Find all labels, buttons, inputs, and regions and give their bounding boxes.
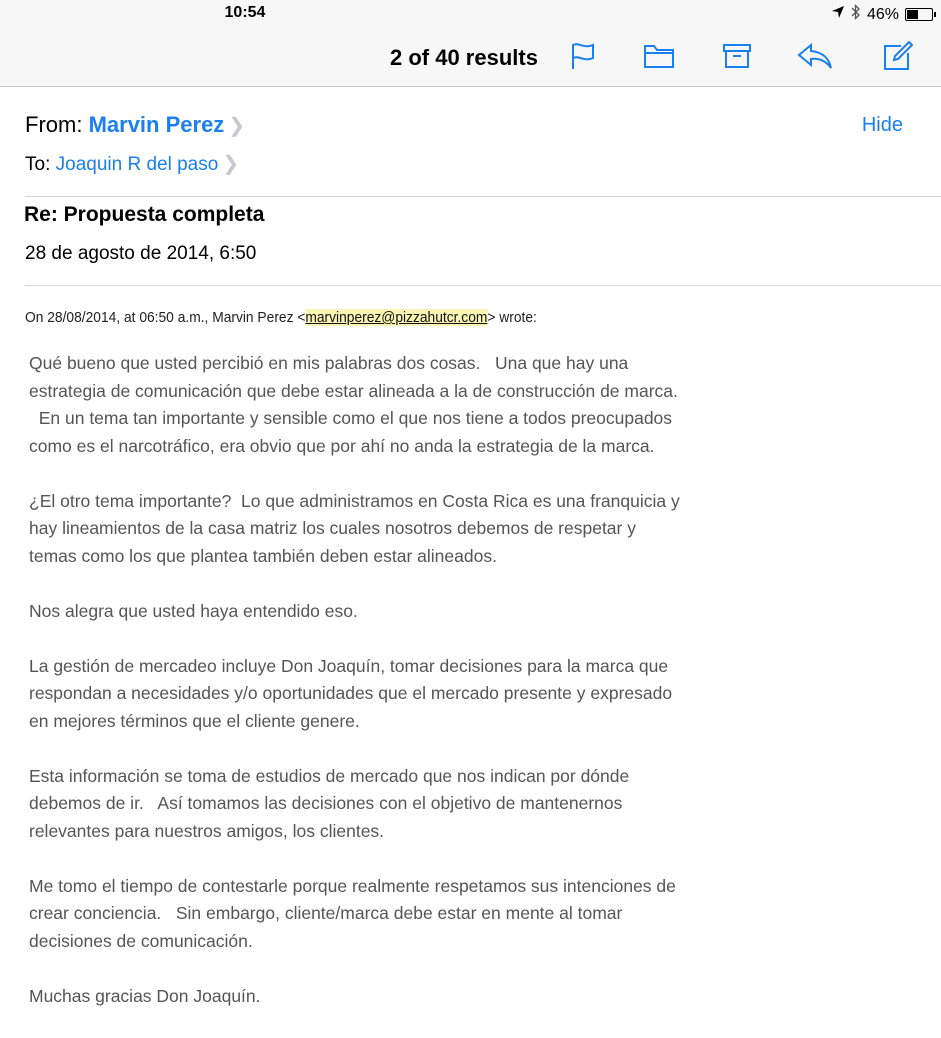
top-bar [0,0,941,87]
status-indicators [831,4,933,25]
message-body [29,350,689,1038]
move-to-folder-button[interactable] [639,36,679,76]
message-paragraph [29,488,689,571]
message-paragraph [29,350,689,460]
message-line: en mejores términos que el cliente genere. [29,710,360,731]
bluetooth-icon [851,4,861,25]
message-line: decisiones de comunicación. [29,930,253,951]
message-line: temas como los que plantea también deben estar alineados. [29,545,497,566]
message-paragraph [29,598,689,626]
to-label: To: [25,154,51,175]
compose-button[interactable] [877,36,917,76]
hide-button[interactable]: Hide [861,114,903,136]
quote-prefix: On 28/08/2014, at 06:50 a.m., Marvin Perez < [25,309,306,326]
flag-icon [570,42,596,70]
message-paragraph [29,983,689,1011]
message-line: En un tema tan importante y sensible como el que nos tiene a todos preocupados [29,408,673,428]
archive-icon [722,42,752,70]
message-line: La gestión de mercadeo incluye Don Joaquín, tomar decisiones para la marca que [29,655,669,676]
compose-icon [881,40,913,72]
sender-email-link[interactable]: marvinperez@pizzahutcr.com [305,309,488,326]
email-subject: Re: Propuesta completa [24,203,265,226]
message-paragraph [29,653,689,736]
message-paragraph [29,873,689,956]
archive-button[interactable] [717,36,757,76]
quote-attribution [25,309,537,326]
folder-icon [643,43,675,69]
location-arrow-icon [831,5,845,24]
from-label: From: [25,112,83,137]
flag-button[interactable] [563,36,603,76]
message-line: respondan a necesidades y/o oportunidades que el mercado presente y expresado [29,683,673,703]
chevron-right-icon[interactable]: ❯ [228,115,246,137]
reply-button[interactable] [795,36,835,76]
battery-icon [905,8,933,21]
results-count: 2 of 40 results [390,45,538,70]
message-line: hay lineamientos de la casa matriz los cuales nosotros debemos de respetar y [29,518,636,538]
from-row [25,112,245,138]
message-line: Muchas gracias Don Joaquín. [29,985,261,1006]
battery-percent: 46% [866,5,899,23]
sender-name[interactable]: Marvin Perez [88,112,225,137]
message-paragraph [29,763,689,846]
message-line: como es el narcotráfico, era obvio que por ahí no anda la estrategia de la marca. [29,435,655,456]
status-time: 10:54 [224,4,266,21]
header-divider [25,196,941,197]
subject-divider [25,285,941,286]
reply-icon [797,42,833,70]
message-line: Me tomo el tiempo de contestarle porque realmente respetamos sus intenciones de [29,875,676,896]
message-line: debemos de ir. Así tomamos las decisiones con el objetivo de mantenernos [29,793,623,813]
message-line: Qué bueno que usted percibió en mis palabras dos cosas. Una que hay una [29,353,629,373]
message-line: Nos alegra que usted haya entendido eso. [29,600,358,621]
message-line: Esta información se toma de estudios de mercado que nos indican por dónde [29,765,630,786]
quote-suffix: > wrote: [487,309,537,326]
chevron-right-icon[interactable]: ❯ [222,153,240,175]
message-line: crear conciencia. Sin embargo, cliente/marca debe estar en mente al tomar [29,903,623,923]
message-line: relevantes para nuestros amigos, los clientes. [29,820,385,841]
to-row [25,151,239,176]
battery-fill [907,10,918,19]
message-line: ¿El otro tema importante? Lo que administramos en Costa Rica es una franquicia y [29,490,680,511]
message-line: estrategia de comunicación que debe estar alineada a la de construcción de marca. [29,380,678,401]
email-date: 28 de agosto de 2014, 6:50 [25,243,257,264]
recipient-name[interactable]: Joaquin R del paso [55,154,219,175]
